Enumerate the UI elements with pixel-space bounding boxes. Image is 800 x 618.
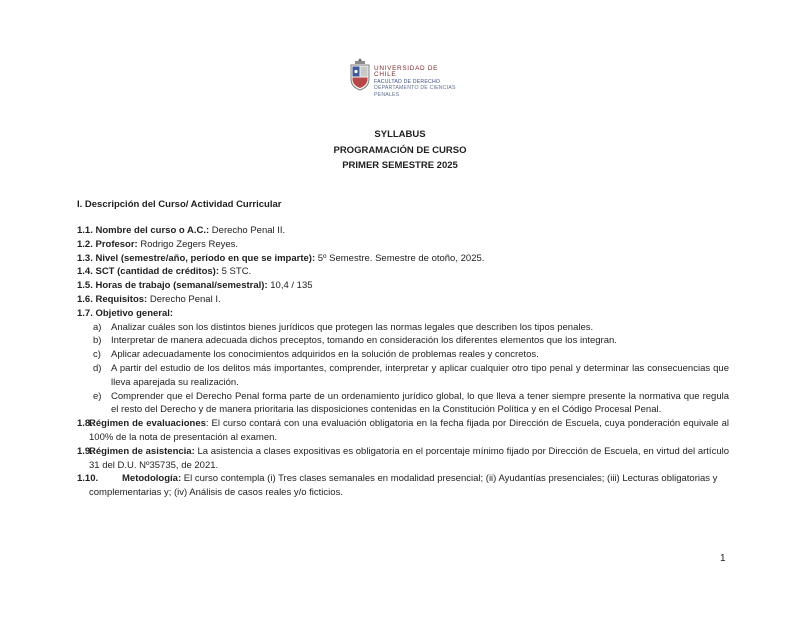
- item-professor: [77, 238, 729, 252]
- item-value: Derecho Penal I.: [147, 293, 221, 305]
- item-text: El curso contempla (i) Tres clases semanales en modalidad presencial; (ii) Ayudantías presenciales; (iii) Lecturas obligatorias y complementarias y; (iv) Análisis de casos reales y/o ficticios.: [89, 473, 718, 499]
- title-syllabus: SYLLABUS: [374, 129, 426, 140]
- item-evaluation: [77, 417, 729, 445]
- objective-text: Aplicar adecuadamente los conocimientos adquiridos en la solución de problemas reales y concretos.: [111, 349, 539, 361]
- objective-text: A partir del estudio de los delitos más importantes, comprender, interpretar y aplicar cualquier otro tipo penal y determinar las consecuencias que lleva aparejada su realización.: [111, 362, 729, 388]
- document-title-block: [0, 127, 800, 174]
- title-semester: PRIMER SEMESTRE 2025: [342, 160, 458, 171]
- item-value: 5º Semestre. Semestre de otoño, 2025.: [315, 252, 485, 264]
- objective-c: [77, 348, 729, 362]
- item-value: 10,4 / 135: [267, 280, 313, 292]
- item-label: 1.6. Requisitos:: [77, 293, 148, 305]
- item-label: 1.1. Nombre del curso o A.C.:: [77, 225, 210, 236]
- item-general-objective: [77, 307, 729, 321]
- item-label: 1.7. Objetivo general:: [77, 307, 174, 319]
- item-text: La asistencia a clases expositivas es obligatoria en el porcentaje mínimo fijado por Dirección de Escuela, en virtud del artículo 31 del D.U. Nº35735, de 2021.: [89, 445, 729, 471]
- objective-marker: a): [93, 321, 102, 333]
- item-label: Régimen de asistencia:: [89, 445, 195, 457]
- item-course-name: [77, 224, 729, 238]
- objective-d: [77, 362, 729, 390]
- item-text: : El curso contará con una evaluación obligatoria en la fecha fijada por Dirección de Escuela, cuya ponderación equivale al 100% de la nota de presentación al examen.: [89, 418, 729, 443]
- item-number: 1.9.: [77, 445, 93, 457]
- item-value: 5 STC.: [219, 266, 252, 278]
- objective-marker: b): [93, 335, 102, 347]
- item-attendance: [77, 445, 729, 473]
- logo-department-name: DEPARTAMENTO DE CIENCIAS PENALES: [374, 85, 456, 98]
- item-work-hours: [77, 279, 729, 293]
- item-value: Derecho Penal II.: [209, 225, 286, 236]
- objective-text: Comprender que el Derecho Penal forma parte de un ordenamiento jurídico global, lo que lleva a tener siempre presente la normativa que regula el resto del Derecho y de manera prioritaria las disposiciones contenidas en la Constitución Política y en el Código Procesal Penal.: [111, 390, 729, 416]
- logo-faculty-name: FACULTAD DE DERECHO: [374, 78, 441, 85]
- objective-marker: e): [93, 390, 102, 402]
- objective-e: [77, 390, 729, 418]
- item-level: [77, 252, 729, 266]
- objective-text: Analizar cuáles son los distintos bienes jurídicos que protegen las normas legales que describen los tipos penales.: [111, 321, 594, 333]
- university-crest-icon: [349, 57, 371, 91]
- item-label: Régimen de evaluaciones: [89, 418, 206, 430]
- item-label: 1.5. Horas de trabajo (semanal/semestral):: [77, 280, 268, 292]
- logo-university-name: UNIVERSIDAD DE CHILE: [374, 65, 439, 79]
- item-label: 1.3. Nivel (semestre/año, período en que se imparte):: [77, 252, 316, 264]
- item-methodology: [77, 472, 729, 500]
- page-number: 1: [720, 553, 726, 564]
- objective-text: Interpretar de manera adecuada dichos preceptos, tomando en consideración los diferentes elementos que los integran.: [111, 335, 617, 347]
- objective-marker: d): [93, 362, 102, 374]
- item-label: Metodología:: [122, 473, 182, 485]
- item-label: 1.4. SCT (cantidad de créditos):: [77, 266, 219, 278]
- title-programacion: PROGRAMACIÓN DE CURSO: [333, 144, 467, 156]
- item-number: 1.8.: [77, 418, 93, 430]
- university-logo: [349, 55, 459, 98]
- item-credits: [77, 265, 729, 279]
- objective-a: [77, 321, 729, 335]
- item-label: 1.2. Profesor:: [77, 238, 138, 250]
- section-heading: I. Descripción del Curso/ Actividad Curricular: [77, 199, 282, 210]
- item-number: 1.10.: [77, 473, 99, 485]
- objective-b: [77, 334, 729, 348]
- objective-marker: c): [93, 349, 101, 361]
- course-description: [77, 224, 729, 500]
- item-value: Rodrigo Zegers Reyes.: [137, 238, 239, 250]
- item-requirements: [77, 293, 729, 307]
